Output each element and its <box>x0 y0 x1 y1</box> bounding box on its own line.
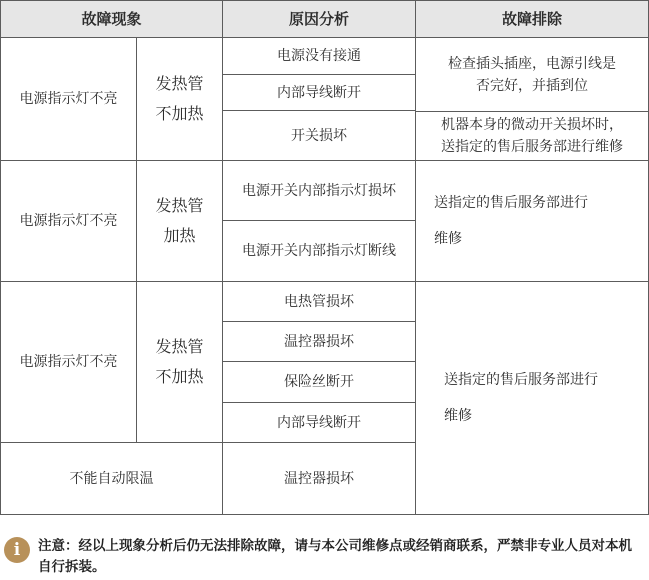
info-icon: i <box>4 537 30 563</box>
cause-1-1: 电源没有接通 <box>222 37 416 75</box>
cause-2-2: 电源开关内部指示灯断线 <box>222 220 416 282</box>
cause-3-4: 内部导线断开 <box>222 402 416 443</box>
header-cause: 原因分析 <box>222 0 416 38</box>
solution-1-2: 机器本身的微动开关损坏时， 送指定的售后服务部进行维修 <box>415 111 649 161</box>
cause-3-3: 保险丝断开 <box>222 361 416 403</box>
symptom-heater-3: 发热管 不加热 <box>136 281 223 443</box>
symptom-indicator-3: 电源指示灯不亮 <box>0 281 137 443</box>
cause-2-1: 电源开关内部指示灯损坏 <box>222 160 416 221</box>
header-solution: 故障排除 <box>415 0 649 38</box>
symptom-indicator-1: 电源指示灯不亮 <box>0 37 137 161</box>
solution-2: 送指定的售后服务部进行 维修 <box>415 160 649 282</box>
symptom-heater-2: 发热管 加热 <box>136 160 223 282</box>
note <box>4 536 644 578</box>
cause-1-2: 内部导线断开 <box>222 74 416 111</box>
cause-thermostat: 温控器损坏 <box>222 442 416 515</box>
symptom-indicator-2: 电源指示灯不亮 <box>0 160 137 282</box>
solution-3: 送指定的售后服务部进行 维修 <box>415 281 649 515</box>
cause-3-2: 温控器损坏 <box>222 321 416 362</box>
header-symptom: 故障现象 <box>0 0 223 38</box>
symptom-heater-1: 发热管 不加热 <box>136 37 223 161</box>
cause-1-3: 开关损坏 <box>222 110 416 161</box>
symptom-no-temp-limit: 不能自动限温 <box>0 442 223 515</box>
solution-1-1: 检查插头插座，电源引线是 否完好，并插到位 <box>415 37 649 112</box>
cause-3-1: 电热管损坏 <box>222 281 416 322</box>
note-text: 注意：经以上现象分析后仍无法排除故障，请与本公司维修点或经销商联系，严禁非专业人员对本机自行拆装。 <box>38 538 632 575</box>
